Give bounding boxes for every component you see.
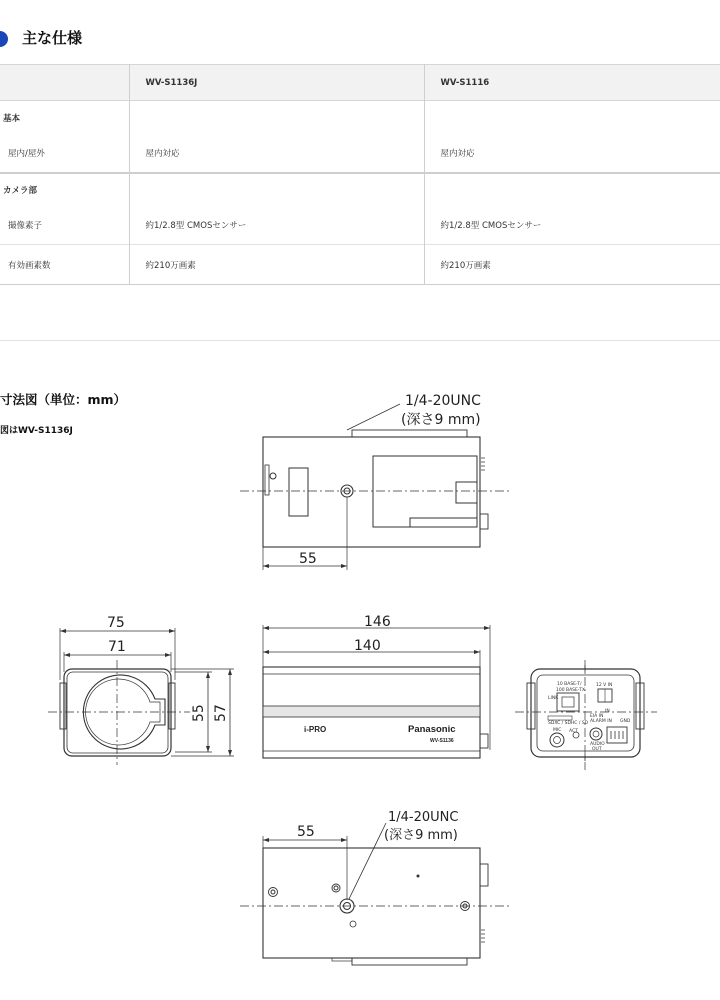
row-value-model-1: 屋内対応 [129, 135, 424, 173]
svg-text:LINK: LINK [548, 696, 559, 701]
svg-text:12 V IN: 12 V IN [596, 683, 613, 688]
row-label: 有効画素数 [8, 260, 51, 271]
rear-view-ethernet-port [557, 693, 579, 711]
top-view-thread-label: 1/4-20UNC [405, 393, 481, 409]
top-view-body [263, 437, 480, 547]
top-view-depth-label: (深さ9 mm) [401, 412, 481, 428]
svg-text:100 BASE-TX: 100 BASE-TX [556, 688, 585, 693]
svg-text:MIC: MIC [553, 728, 562, 733]
top-view [240, 393, 510, 570]
side-view [263, 614, 490, 758]
side-view-length-inner: 140 [354, 638, 381, 654]
row-value-model-2: 約1/2.8型 CMOSセンサー [424, 207, 720, 245]
header-cell-model-2: WV-S1116 [424, 65, 720, 101]
row-value-model-2: 約210万画素 [424, 245, 720, 285]
svg-text:IN: IN [605, 709, 610, 714]
svg-text:OUT: OUT [592, 747, 602, 752]
bottom-view-offset-label: 55 [297, 824, 315, 840]
bottom-view-body [263, 848, 480, 958]
row-value-model-1: 約210万画素 [129, 245, 424, 285]
rear-view [515, 660, 657, 770]
front-view-width-outer: 75 [107, 615, 125, 631]
rear-view-mic-jack [550, 733, 564, 747]
rear-view-io-terminal [607, 727, 627, 743]
top-view-offset-label: 55 [299, 551, 317, 567]
svg-text:ACT: ACT [569, 729, 578, 734]
svg-text:ALARM IN: ALARM IN [590, 719, 612, 724]
side-view-model-label: WV-S1136 [430, 738, 454, 744]
side-view-brand-ipro: i-PRO [304, 725, 327, 734]
row-label: 屋内/屋外 [8, 149, 45, 159]
group-label: カメラ部 [3, 186, 38, 196]
svg-text:SDXC / SDHC / SD: SDXC / SDHC / SD [548, 721, 589, 726]
front-view-height-inner: 55 [191, 704, 207, 722]
group-label: 基本 [3, 113, 21, 124]
spec-heading-title: 主な仕様 [22, 29, 83, 47]
front-view-height-outer: 57 [213, 704, 229, 722]
front-view [48, 615, 234, 765]
svg-text:10 BASE-T/: 10 BASE-T/ [557, 682, 582, 687]
top-view-heatsink-fin [352, 430, 467, 437]
side-view-length-outer: 146 [364, 614, 391, 630]
dimensions-note: 図はWV-S1136J [0, 426, 73, 436]
bottom-view-heatsink-fin [352, 958, 467, 965]
dimensions-title: 寸法図（単位：mm） [0, 392, 127, 407]
bottom-view [240, 810, 510, 965]
bottom-view-thread-label: 1/4-20UNC [388, 810, 459, 825]
rear-view-audio-jack [590, 728, 602, 740]
top-view-leader-line [347, 404, 400, 430]
row-label: 撮像素子 [8, 221, 43, 232]
front-view-body [64, 669, 171, 756]
header-cell-model-1: WV-S1136J [129, 65, 424, 101]
svg-text:GND: GND [620, 719, 631, 724]
rear-view-body [531, 669, 640, 757]
row-value-model-1: 約1/2.8型 CMOSセンサー [129, 207, 424, 245]
svg-text:AUDIO: AUDIO [590, 742, 605, 747]
top-view-panel [373, 456, 477, 527]
side-view-brand-panasonic: Panasonic [408, 724, 456, 735]
bottom-view-leader-line [349, 823, 386, 899]
front-view-width-inner: 71 [108, 639, 126, 655]
bottom-view-depth-label: (深さ9 mm) [384, 828, 458, 843]
svg-text:EIA IN: EIA IN [590, 714, 604, 719]
top-view-slot [289, 468, 308, 516]
row-value-model-2: 屋内対応 [424, 135, 720, 173]
